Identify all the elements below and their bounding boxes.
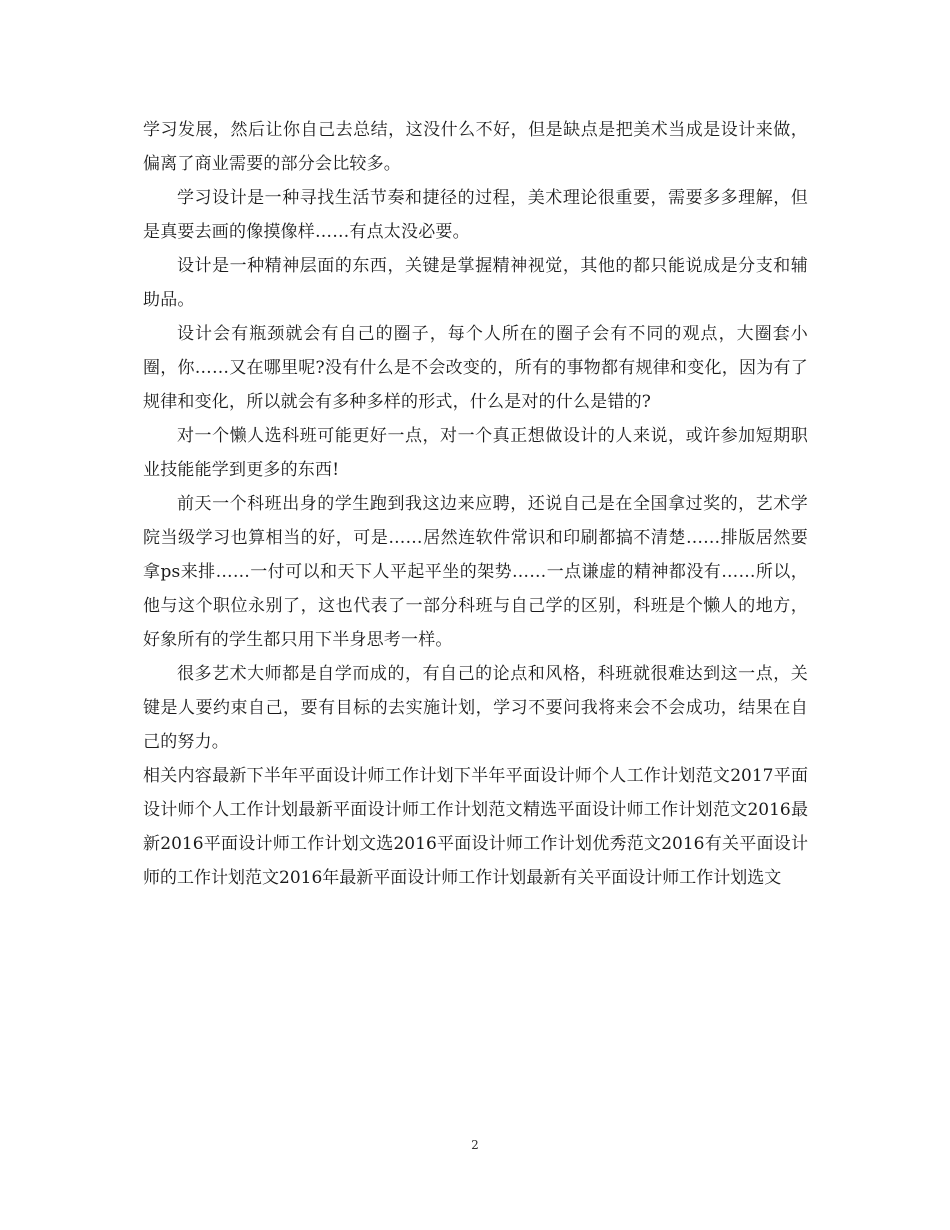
paragraph: 设计是一种精神层面的东西，关键是掌握精神视觉，其他的都只能说成是分支和辅助品。	[143, 256, 808, 310]
paragraph: 前天一个科班出身的学生跑到我这边来应聘，还说自己是在全国拿过奖的，艺术学院当级学习也算相当的好，可是……居然连软件常识和印刷都搞不清楚……排版居然要拿ps来排……一付可以和天下人平起平坐的架势……一点谦虚的精神都没有……所以，他与这个职位永别了，这也代表了一部分科班与自己学的区别，科班是个懒人的地方，好象所有的学生都只用下半身思考一样。	[143, 494, 808, 650]
paragraph: 学习设计是一种寻找生活节奏和捷径的过程，美术理论很重要，需要多多理解，但是真要去画的像摸像样……有点太没必要。	[143, 188, 808, 242]
page-number: 2	[471, 1138, 479, 1152]
paragraph: 很多艺术大师都是自学而成的，有自己的论点和风格，科班就很难达到这一点，关键是人要约束自己，要有目标的去实施计划，学习不要问我将来会不会成功，结果在自己的努力。	[143, 664, 808, 752]
related-content: 相关内容最新下半年平面设计师工作计划下半年平面设计师个人工作计划范文2017平面设计师个人工作计划最新平面设计师工作计划范文精选平面设计师工作计划范文2016最新2016平面设计师工作计划文选2016平面设计师工作计划优秀范文2016有关平面设计师的工作计划范文2016年最新平面设计师工作计划最新有关平面设计师工作计划选文	[143, 766, 808, 888]
paragraph: 设计会有瓶颈就会有自己的圈子，每个人所在的圈子会有不同的观点，大圈套小圈，你……又在哪里呢?没有什么是不会改变的，所有的事物都有规律和变化，因为有了规律和变化，所以就会有多种多样的形式，什么是对的什么是错的?	[143, 324, 808, 412]
document-body	[143, 113, 808, 895]
paragraph: 对一个懒人选科班可能更好一点，对一个真正想做设计的人来说，或许参加短期职业技能能学到更多的东西!	[143, 426, 808, 480]
paragraph: 学习发展，然后让你自己去总结，这没什么不好，但是缺点是把美术当成是设计来做，偏离了商业需要的部分会比较多。	[143, 120, 808, 174]
